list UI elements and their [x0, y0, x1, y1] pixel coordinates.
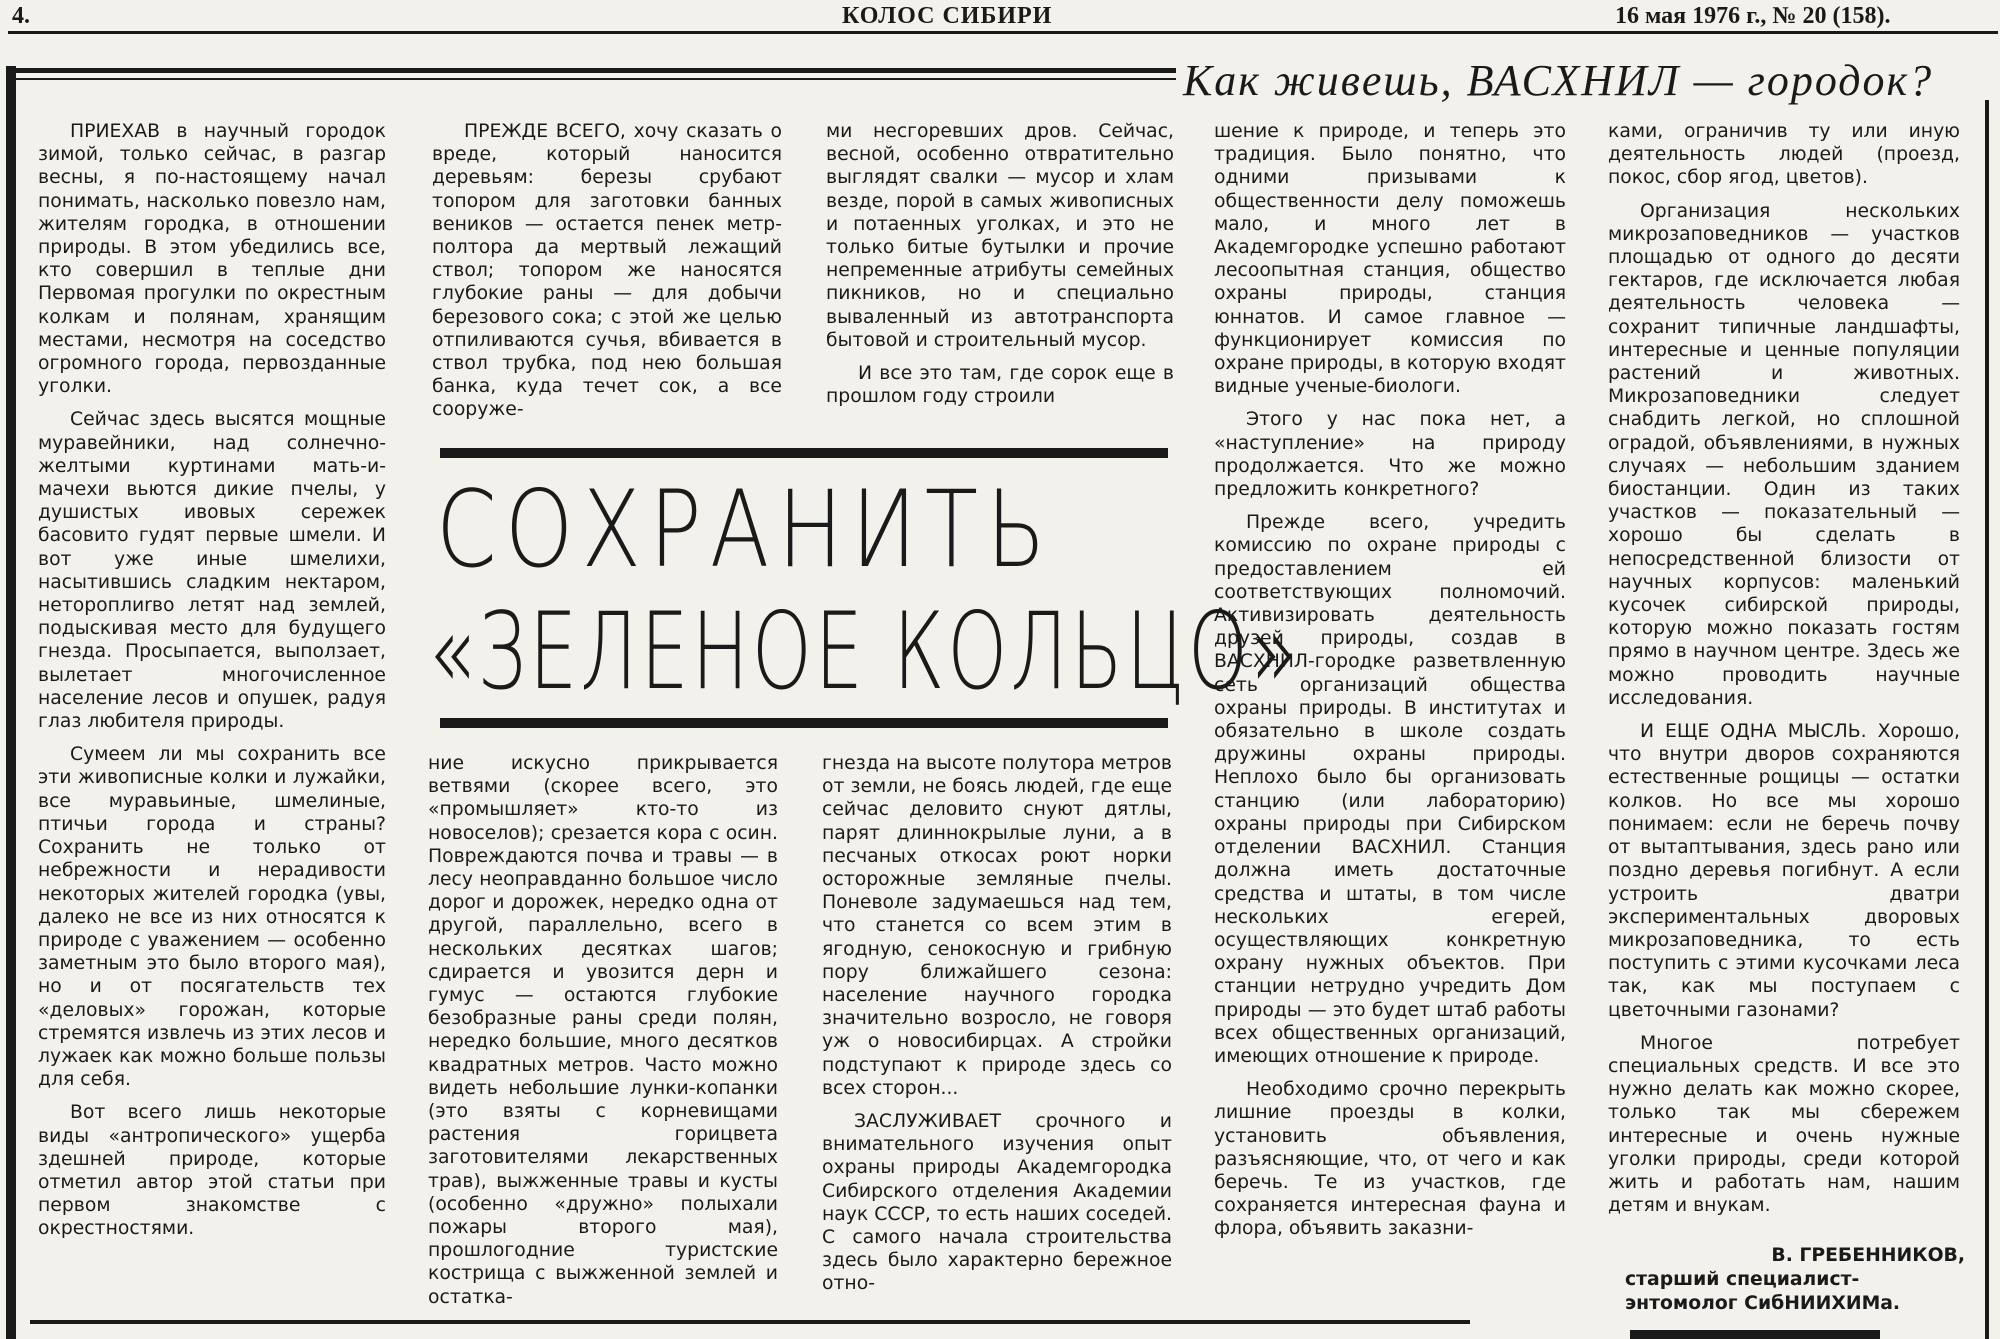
paragraph: ми несгоревших дров. Сейчас, весной, особенно отвратительно выглядят свалки — мусор и хлам везде, порой в самых живописных и потаенных уголках, и это не только битые бутылки и прочие непременные атрибуты семейных пикников, но и специально вываленный из автотранспорта бытовой и строительный мусор. [826, 121, 1174, 351]
paragraph: ЗАСЛУЖИВАЕТ срочного и внимательного изучения опыт охраны природы Академгородка Сибирского отделения Академии наук СССР, то есть наших соседей. С самого начала строительства здесь было характерно бережное отно- [822, 1111, 1172, 1295]
paragraph: И ЕЩЕ ОДНА МЫСЛЬ. Хорошо, что внутри дворов сохраняются естественные рощицы — остатки колков. Но все мы хорошо понимаем: если не беречь почву от вытаптывания, здесь рано или поздно деревья погибнут. А если устроить дватри экспериментальных дворовых микрозаповедника, то есть поступить с этими кусочками леса так, как мы поступаем с цветочными газонами? [1608, 721, 1960, 1021]
headline-rule-bottom [440, 718, 1168, 728]
frame-bottom-rule [30, 1320, 1470, 1324]
column-3-top [826, 120, 1174, 425]
column-3-bottom [822, 752, 1172, 1307]
paragraph: Прежде всего, учредить комиссию по охране природы с предоставлением ей соответствующих полномочий. Активизировать деятельность друзей природы, создав в ВАСХНИЛ-городке разветвленную сеть организаций общества охраны природы. В институтах и обязательно в школе создать дружины охраны природы. Неплохо было бы организовать станцию (или лабораторию) охраны природы при Сибирском отделении ВАСХНИЛ. Станция должна иметь достаточные средства и штаты, в том числе нескольких егерей, осуществляющих конкретную охрану нужных объектов. При станции нетрудно учредить Дом природы — это будет штаб работы всех общественных организаций, имеющих отношение к природе. [1214, 512, 1566, 1067]
frame-top-rule [6, 68, 1176, 73]
frame-left-border [6, 66, 16, 1339]
paragraph: ПРИЕХАВ в научный городок зимой, только сейчас, в разгар весны, я по-настоящему начал понимать, насколько повезло нам, жителям городка, в отношении природы. В этом убедились все, кто совершил в теплые дни Первомая прогулки по окрестным колкам и полянам, хранящим местами, несмотря на соседство огромного города, первозданные уголки. [38, 121, 386, 398]
paragraph: ние искусно прикрывается ветвями (скорее всего, это «промышляет» кто-то из новоселов); срезается кора с осин. Повреждаются почва и травы — в лесу неоправданно большое число дорог и дорожек, нередко одна от другой, параллельно, всего в нескольких десятках шагов; сдирается и увозится дерн и гумус — остаются глубокие безобразные раны среди полян, нередко большие, много десятков квадратных метров. Часто можно видеть небольшие лунки-копанки (это взяты с корневищами растения горицвета заготовителями лекарственных трав), выжженные травы и кусты (особенно «дружно» полыхали пожары второго мая), прошлогодние туристские кострища с выжженной землей и остатка- [428, 753, 778, 1307]
author-name: В. ГРЕБЕННИКОВ, [1771, 1245, 1965, 1266]
frame-top-rule-thin [6, 78, 1176, 80]
header-rule [8, 31, 1998, 34]
bottom-bar [1630, 1330, 1880, 1339]
headline-rule-top [440, 448, 1168, 458]
paragraph: Сейчас здесь высятся мощные муравейники, над солнечно-желтыми куртинами мать-и-мачехи вьются дикие пчелы, у душистых ивовых сережек басовито гудят первые шмели. И вот уже иные шмелихи, насытившись сладким нектаром, нетороплиrво летят над землей, подыскивая место для будущего гнезда. Просыпается, выползает, вылетает многочисленное население лесов и опушек, радуя глаз любителя природы. [38, 409, 386, 733]
paragraph: Организация нескольких микрозаповедников — участков площадью от одного до десяти гектаров, где исключается любая деятельность человека — сохранит типичные ландшафты, интересные и ценные популяции растений и животных. Микрозаповедники следует снабдить легкой, но сплошной оградой, объявлениями, в нужных случаях — небольшим зданием биостанции. Один из таких участков — показательный — хорошо бы сделать в непосредственной близости от научных корпусов: маленький кусочек сибирской природы, которую можно показать гостям прямо в научном центре. Здесь же можно проводить научные исследования. [1608, 200, 1960, 709]
headline-line-2: «ЗЕЛЕНОЕ КОЛЬЦО» [428, 590, 1301, 713]
paragraph: гнезда на высоте полутора метров от земли, не боясь людей, где еще сейчас деловито снуют дятлы, парят длиннокрылые луни, а в песчаных откосах роют норки осторожные земляные пчелы. Поневоле задумаешься над тем, что станется со всем этим в ягодную, сенокосную и грибную пору ближайшего сезона: население научного городка значительно возросло, не говоря уж о новосибирцах. А стройки подступают к природе здесь со всех сторон... [822, 753, 1172, 1099]
column-1 [38, 120, 386, 1310]
headline-line-1: СОХРАНИТЬ [436, 468, 1055, 591]
column-4 [1214, 120, 1566, 1310]
issue-date: 16 мая 1976 г., № 20 (158). [1615, 3, 1891, 29]
paragraph: И все это там, где сорок еще в прошлом году строили [826, 363, 1174, 408]
paragraph: Вот всего лишь некоторые виды «антропического» ущерба здешней природе, которые отметил автор этой статьи при первом знакомстве с окрестностями. [38, 1102, 386, 1240]
paragraph: Многое потребует специальных средств. И все это нужно делать как можно скорее, только так мы сбережем интересные и очень нужные уголки природы, среди которой жить и работать нам, нашим детям и внукам. [1608, 1032, 1960, 1217]
newspaper-title: КОЛОС СИБИРИ [842, 3, 1053, 29]
paragraph: ками, ограничив ту или иную деятельность людей (проезд, покос, сбор ягод, цветов). [1608, 121, 1960, 189]
article-kicker: Как живешь, ВАСХНИЛ — городок? [1183, 56, 1934, 105]
paragraph: Сумеем ли мы сохранить все эти живописные колки и лужайки, все муравьиные, шмелиные, птичьи города и страны? Сохранить не только от небрежности и нерадивости некоторых жителей городка (увы, далеко не все из них относятся к природе с уважением — особенно заметным это было второго мая), но и от посягательств тех «деловых» горожан, которые стремятся извлечь из этих лесов и лужаек как можно больше пользы для себя. [38, 744, 386, 1091]
frame-right-border [1985, 100, 1989, 1339]
paragraph: Этого у нас пока нет, а «наступление» на природу продолжается. Что же можно предложить конкретного? [1214, 409, 1566, 501]
page-number: 4. [12, 3, 30, 29]
paragraph: шение к природе, и теперь это традиция. Было понятно, что одними призывами к общественности делу поможешь мало, и много лет в Академгородке успешно работают лесоопытная станция, общество охраны природы, станция юннатов. И самое главное — функционирует комиссия по охране природы, в которую входят видные ученые-биологи. [1214, 121, 1566, 398]
column-2-top [432, 120, 782, 425]
paragraph: Необходимо срочно перекрыть лишние проезды в колки, установить объявления, разъясняющие, что, от чего и как беречь. Те из участков, где сохраняется интересная фауна и флора, объявить заказни- [1214, 1079, 1566, 1240]
paragraph: ПРЕЖДЕ ВСЕГО, хочу сказать о вреде, который наносится деревьям: березы срубают топором для заготовки банных веников — остается пенек метр-полтора да мертвый лежащий ствол; топором же наносятся глубокие раны — для добычи березового сока; с этой же целью отпиливаются сучья, вбивается в ствол трубка, под нею большая банка, куда течет сок, а все сооруже- [432, 121, 782, 421]
column-5 [1608, 120, 1960, 1230]
author-title: старший специалист-энтомолог СибНИИХИМа. [1625, 1269, 1901, 1314]
column-2-bottom [428, 752, 778, 1307]
